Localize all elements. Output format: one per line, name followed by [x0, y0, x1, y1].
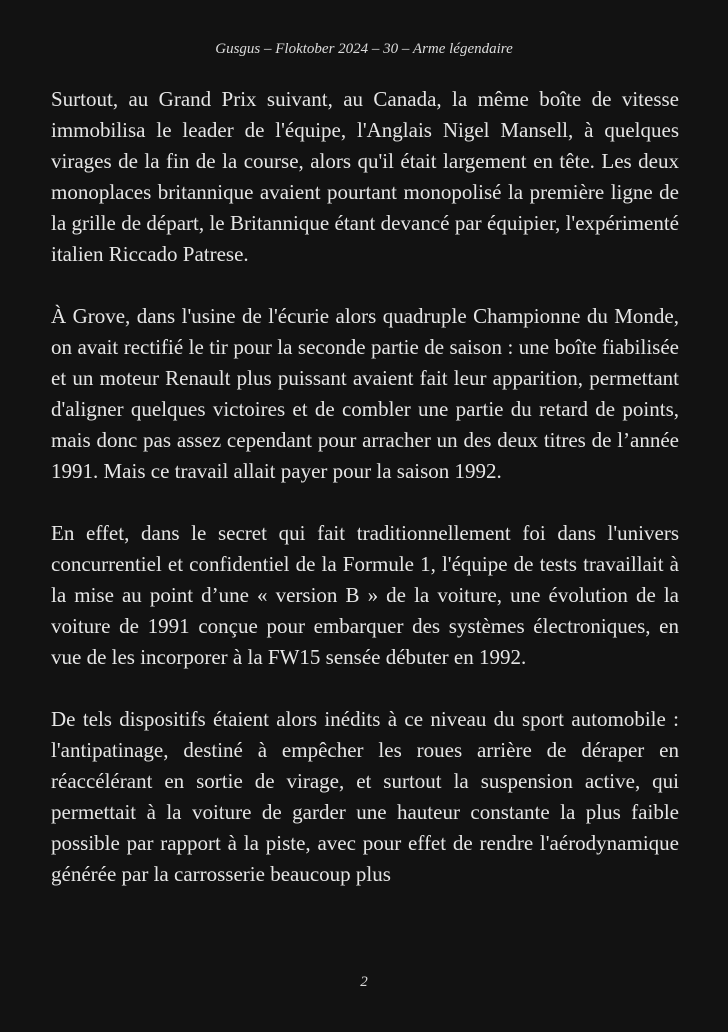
paragraph-4: De tels dispositifs étaient alors inédits à ce niveau du sport automobile : l'antipatinage, destiné à empêcher les roues arrière de déraper en réaccélérant en sortie de virage, et surtout la suspension active, qui permettait à la voiture de garder une hauteur constante la plus faible possible par rapport à la piste, avec pour effet de rendre l'aérodynamique générée par la carrosserie beaucoup plus — [51, 707, 679, 886]
paragraph-2: À Grove, dans l'usine de l'écurie alors quadruple Championne du Monde, on avait rectifié le tir pour la seconde partie de saison : une boîte fiabilisée et un moteur Renault plus puissant avaient fait leur apparition, permettant d'aligner quelques victoires et de combler une partie du retard de points, mais donc pas assez cependant pour arracher un des deux titres de l’année 1991. Mais ce travail allait payer pour la saison 1992. — [51, 304, 679, 483]
paragraph-1: Surtout, au Grand Prix suivant, au Canada, la même boîte de vitesse immobilisa le leader de l'équipe, l'Anglais Nigel Mansell, à quelques virages de la fin de la course, alors qu'il était largement en tête. Les deux monoplaces britannique avaient pourtant monopolisé la première ligne de la grille de départ, le Britannique étant devancé par équipier, l'expérimenté italien Riccado Patrese. — [51, 87, 679, 266]
page-number: 2 — [360, 974, 368, 990]
paragraph-3: En effet, dans le secret qui fait traditionnellement foi dans l'univers concurrentiel et confidentiel de la Formule 1, l'équipe de tests travaillait à la mise au point d’une « version B » de la voiture, une évolution de la voiture de 1991 conçue pour embarquer des systèmes électroniques, en vue de les incorporer à la FW15 sensée débuter en 1992. — [51, 521, 679, 669]
running-header: Gusgus – Floktober 2024 – 30 – Arme légendaire — [215, 41, 513, 57]
page-body — [51, 84, 679, 921]
